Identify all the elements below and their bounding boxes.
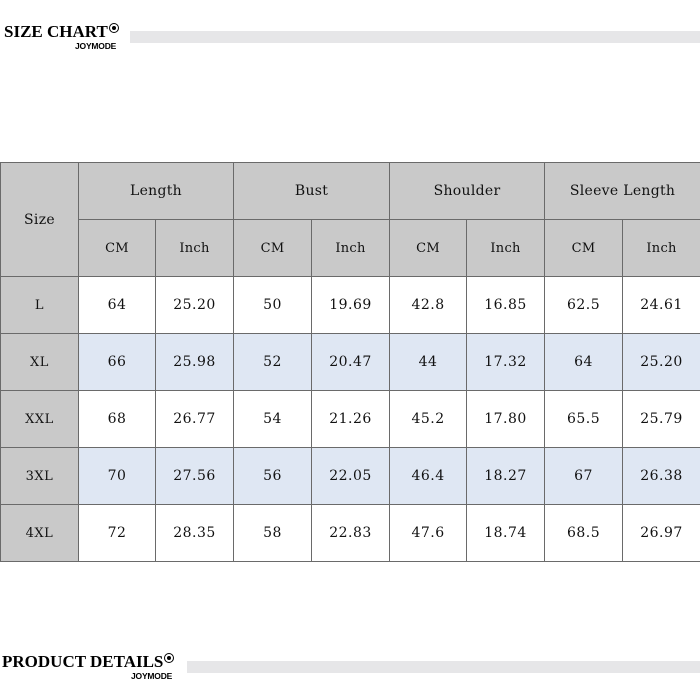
target-dot-icon [109, 23, 119, 33]
length-inch-cell: 27.56 [156, 448, 234, 505]
size-column-header: Size [1, 163, 79, 277]
length-cm-cell: 70 [79, 448, 156, 505]
target-dot-icon [164, 653, 174, 663]
group-header-shoulder: Shoulder [390, 163, 545, 220]
bust-cm-cell: 54 [234, 391, 312, 448]
table-row [1, 334, 700, 391]
sleeve-inch-cell: 25.20 [623, 334, 700, 391]
shoulder-inch-cell: 16.85 [467, 277, 545, 334]
header-row-units [1, 220, 700, 277]
length-inch-cell: 25.20 [156, 277, 234, 334]
unit-header-inch: Inch [312, 220, 390, 277]
bust-inch-cell: 22.05 [312, 448, 390, 505]
length-cm-cell: 72 [79, 505, 156, 562]
sleeve-cm-cell: 64 [545, 334, 623, 391]
bust-inch-cell: 22.83 [312, 505, 390, 562]
bust-cm-cell: 52 [234, 334, 312, 391]
unit-header-cm: CM [545, 220, 623, 277]
table-row [1, 277, 700, 334]
unit-header-inch: Inch [156, 220, 234, 277]
product-details-title [2, 652, 174, 672]
bust-cm-cell: 50 [234, 277, 312, 334]
unit-header-inch: Inch [467, 220, 545, 277]
unit-header-cm: CM [390, 220, 467, 277]
sleeve-inch-cell: 24.61 [623, 277, 700, 334]
sleeve-cm-cell: 68.5 [545, 505, 623, 562]
shoulder-cm-cell: 42.8 [390, 277, 467, 334]
shoulder-cm-cell: 44 [390, 334, 467, 391]
bust-cm-cell: 58 [234, 505, 312, 562]
brand-logo-bottom: JOYMODE [131, 671, 173, 681]
bust-inch-cell: 20.47 [312, 334, 390, 391]
size-chart-table [0, 162, 700, 562]
shoulder-cm-cell: 45.2 [390, 391, 467, 448]
length-cm-cell: 66 [79, 334, 156, 391]
group-header-bust: Bust [234, 163, 390, 220]
unit-header-cm: CM [79, 220, 156, 277]
size-cell: XL [1, 334, 79, 391]
shoulder-inch-cell: 18.27 [467, 448, 545, 505]
banner-divider-bottom [187, 661, 700, 673]
bust-inch-cell: 21.26 [312, 391, 390, 448]
length-inch-cell: 25.98 [156, 334, 234, 391]
product-details-title-text: PRODUCT DETAILS [2, 652, 164, 671]
banner-divider-top [130, 31, 700, 43]
size-cell: 4XL [1, 505, 79, 562]
group-header-length: Length [79, 163, 234, 220]
size-cell: 3XL [1, 448, 79, 505]
sleeve-inch-cell: 26.97 [623, 505, 700, 562]
shoulder-inch-cell: 17.32 [467, 334, 545, 391]
sleeve-cm-cell: 67 [545, 448, 623, 505]
table-row [1, 391, 700, 448]
table-row [1, 505, 700, 562]
length-inch-cell: 28.35 [156, 505, 234, 562]
unit-header-cm: CM [234, 220, 312, 277]
shoulder-inch-cell: 18.74 [467, 505, 545, 562]
bust-cm-cell: 56 [234, 448, 312, 505]
table-row [1, 448, 700, 505]
sleeve-inch-cell: 25.79 [623, 391, 700, 448]
shoulder-inch-cell: 17.80 [467, 391, 545, 448]
shoulder-cm-cell: 47.6 [390, 505, 467, 562]
product-details-banner [0, 650, 700, 690]
bust-inch-cell: 19.69 [312, 277, 390, 334]
size-chart-title [4, 22, 119, 42]
brand-logo-top: JOYMODE [75, 41, 117, 51]
length-cm-cell: 64 [79, 277, 156, 334]
size-cell: L [1, 277, 79, 334]
header-row-groups [1, 163, 700, 220]
size-cell: XXL [1, 391, 79, 448]
sleeve-inch-cell: 26.38 [623, 448, 700, 505]
length-inch-cell: 26.77 [156, 391, 234, 448]
shoulder-cm-cell: 46.4 [390, 448, 467, 505]
sleeve-cm-cell: 62.5 [545, 277, 623, 334]
unit-header-inch: Inch [623, 220, 700, 277]
size-chart-title-text: SIZE CHART [4, 22, 108, 41]
length-cm-cell: 68 [79, 391, 156, 448]
group-header-sleeve-length: Sleeve Length [545, 163, 700, 220]
size-chart-banner [0, 20, 700, 60]
sleeve-cm-cell: 65.5 [545, 391, 623, 448]
